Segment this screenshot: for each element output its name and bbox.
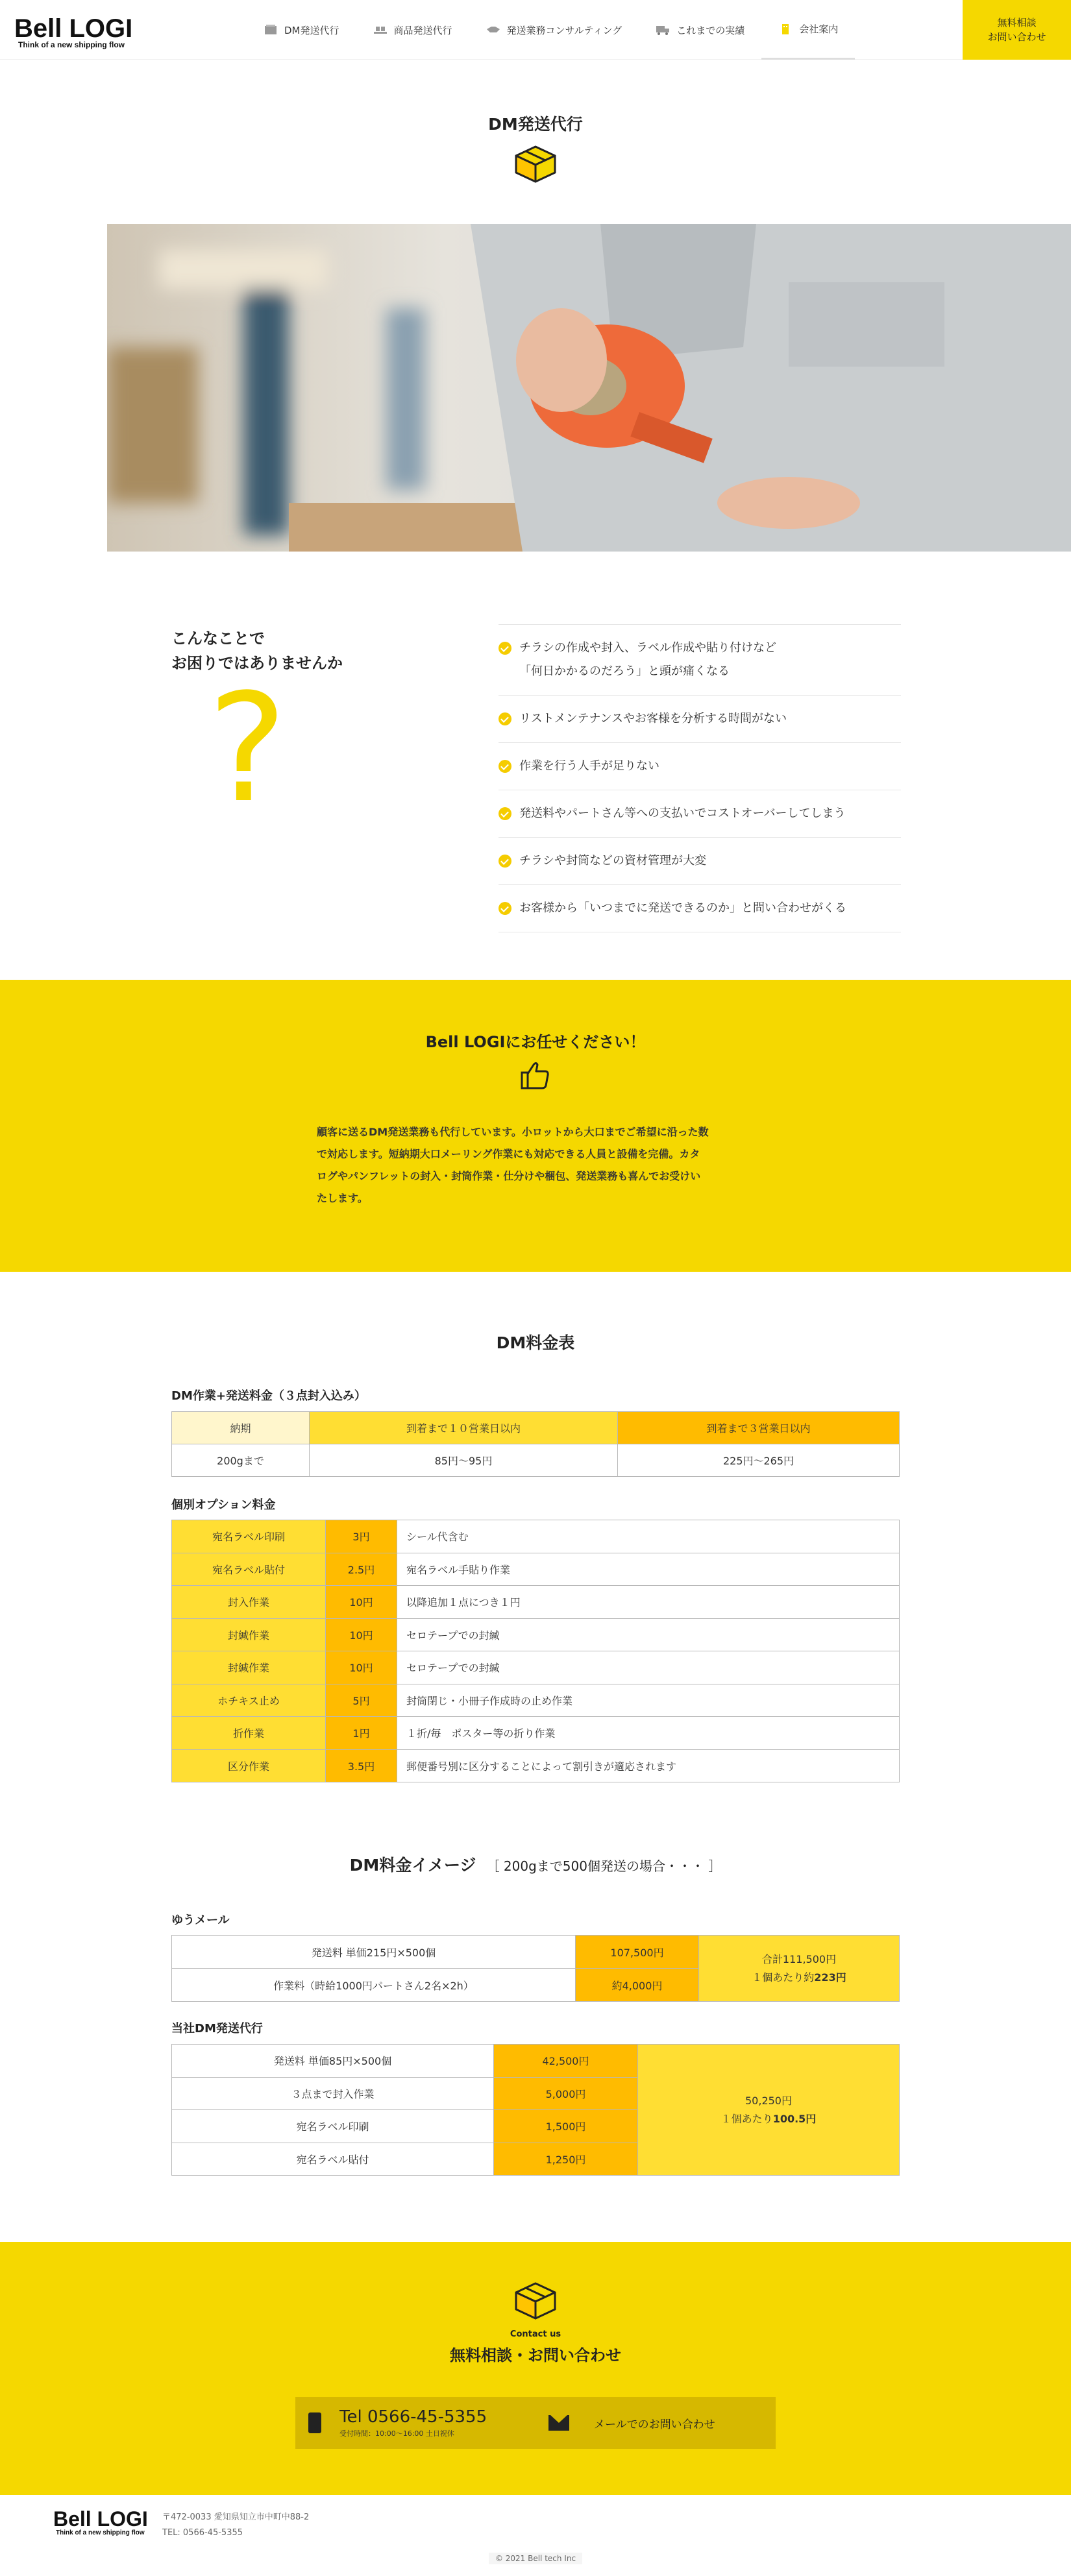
building-icon — [778, 23, 793, 35]
image-title-sub: ［ 200gまで500個発送の場合・・・ ］ — [486, 1858, 722, 1874]
check-icon — [499, 712, 511, 725]
nav-label: 商品発送代行 — [393, 24, 452, 36]
option-name: 宛名ラベル貼付 — [172, 1553, 326, 1586]
contact-title: 無料相談・お問い合わせ — [450, 2346, 621, 2364]
table-cell: 1,500円 — [494, 2110, 638, 2143]
option-price: 10円 — [326, 1651, 397, 1684]
nav-consulting[interactable] — [469, 0, 639, 60]
nav-label: 発送業務コンサルティング — [506, 24, 622, 36]
image-section-title — [0, 1853, 1071, 1876]
entrust-title: Bell LOGIにお任せください！ — [425, 1033, 646, 1051]
footer-logo-text: Bell LOGI — [53, 2507, 148, 2531]
body-line: で対応します。短納期大口メーリング作業にも対応できる人員と設備を完備。カタ — [317, 1148, 700, 1160]
list-item — [499, 625, 901, 696]
tel-number: Tel 0566-45-5355 — [339, 2407, 487, 2427]
ours-total-cell — [638, 2045, 900, 2176]
option-price: 10円 — [326, 1618, 397, 1651]
list-item — [499, 696, 901, 743]
worries-title-line2: お困りではありませんか — [171, 654, 343, 672]
logo-text: Bell LOGI — [14, 14, 133, 43]
table-cell: 宛名ラベル貼付 — [172, 2143, 494, 2176]
table-header: 到着まで１０営業日以内 — [310, 1412, 618, 1444]
list-item — [499, 790, 901, 838]
main-price-table — [171, 1411, 900, 1477]
ours-total-line1: 50,250円 — [745, 2094, 792, 2107]
table-cell: 42,500円 — [494, 2045, 638, 2078]
worries-title-line1: こんなことで — [171, 629, 265, 648]
footer-address — [162, 2510, 309, 2541]
phone-icon — [308, 2412, 321, 2433]
table-cell: 作業料（時給1000円パートさん2名×2h） — [172, 1969, 576, 2002]
table-cell: 107,500円 — [576, 1936, 699, 1969]
logo-tagline: Think of a new shipping flow — [18, 40, 125, 49]
yu-per-unit-value: 223円 — [814, 1971, 846, 1984]
table-cell: 85円〜95円 — [310, 1444, 618, 1477]
logo[interactable] — [14, 16, 132, 49]
tel-hours: 受付時間：10:00〜16:00 土日祝休 — [339, 2429, 454, 2438]
footer-logo-tagline: Think of a new shipping flow — [56, 2529, 145, 2536]
table-header: 到着まで３営業日以内 — [618, 1412, 900, 1444]
yu-total-line2 — [699, 1969, 899, 1987]
yu-caption: ゆうメール — [171, 1914, 230, 1927]
option-caption: 個別オプション料金 — [171, 1498, 276, 1512]
yu-total-line1: 合計111,500円 — [761, 1952, 837, 1965]
yu-per-unit-label: １個あたり約 — [752, 1971, 815, 1984]
worry-text: リストメンテナンスやお客様を分析する時間がない — [519, 712, 787, 725]
list-item — [499, 838, 901, 885]
ours-table — [171, 2044, 900, 2176]
option-note: １折/毎 ポスター等の折り作業 — [397, 1717, 900, 1750]
ours-total-line2 — [638, 2110, 899, 2128]
nav-label: DM発送代行 — [284, 24, 339, 36]
site-header — [0, 0, 1071, 60]
option-name: 封緘作業 — [172, 1651, 326, 1684]
nav-goods[interactable] — [356, 0, 469, 60]
ours-per-unit-label: １個あたり — [720, 2112, 773, 2125]
conveyor-icon — [373, 24, 388, 36]
check-icon — [499, 807, 511, 820]
question-mark: ? — [208, 662, 288, 836]
worry-text-2: 「何日かかるのだろう」と頭が痛くなる — [519, 664, 730, 678]
check-icon — [499, 855, 511, 868]
entrust-body — [317, 1121, 758, 1209]
ours-caption: 当社DM発送代行 — [171, 2022, 263, 2035]
truck-icon — [656, 24, 670, 36]
option-note: セロテープでの封緘 — [397, 1651, 900, 1684]
body-line: 顧客に送るDM発送業務も代行しています。小ロットから大口までご希望に沿った数 — [317, 1126, 709, 1138]
mail-stack-icon — [264, 24, 278, 36]
option-note: 郵便番号別に区分することによって割引きが適応されます — [397, 1749, 900, 1782]
nav-label: これまでの実績 — [676, 24, 745, 36]
main-nav — [247, 0, 855, 60]
option-price: 5円 — [326, 1684, 397, 1717]
nav-label: 会社案内 — [799, 23, 839, 35]
contact-small-label: Contact us — [510, 2329, 561, 2339]
option-name: 折作業 — [172, 1717, 326, 1750]
pricing-title: DM料金表 — [496, 1333, 575, 1352]
option-price: 3円 — [326, 1520, 397, 1553]
list-item — [499, 743, 901, 790]
thumbs-up-icon — [519, 1060, 550, 1091]
handshake-icon — [486, 24, 500, 36]
table-cell: 5,000円 — [494, 2077, 638, 2110]
option-note: セロテープでの封緘 — [397, 1618, 900, 1651]
copyright — [0, 2554, 1071, 2563]
body-line: たします。 — [317, 1192, 368, 1204]
worry-text: 作業を行う人手が足りない — [519, 759, 659, 773]
envelope-icon — [548, 2415, 569, 2431]
contact-cta-button[interactable] — [963, 0, 1071, 60]
table-cell: 225円〜265円 — [618, 1444, 900, 1477]
box-icon — [513, 2281, 558, 2321]
mail-label: メールでのお問い合わせ — [594, 2418, 715, 2431]
nav-dm[interactable] — [247, 0, 356, 60]
worry-text: チラシや封筒などの資材管理が大変 — [519, 854, 706, 868]
list-item — [499, 885, 901, 932]
option-name: ホチキス止め — [172, 1684, 326, 1717]
nav-results[interactable] — [639, 0, 761, 60]
option-note: 宛名ラベル手貼り作業 — [397, 1553, 900, 1586]
ours-per-unit-value: 100.5円 — [772, 2112, 817, 2125]
table-cell: ３点まで封入作業 — [172, 2077, 494, 2110]
check-icon — [499, 642, 511, 655]
nav-company[interactable] — [761, 0, 855, 60]
option-name: 区分作業 — [172, 1749, 326, 1782]
option-name: 封緘作業 — [172, 1618, 326, 1651]
body-line: ログやパンフレットの封入・封筒作業・仕分けや梱包、発送業務も喜んでお受けい — [317, 1170, 701, 1182]
table-cell: 発送料 単価85円×500個 — [172, 2045, 494, 2078]
option-price: 10円 — [326, 1586, 397, 1619]
table-cell: 宛名ラベル印刷 — [172, 2110, 494, 2143]
yu-total-cell — [699, 1936, 900, 2002]
page-title: DM発送代行 — [488, 115, 583, 134]
cta-line2: お問い合わせ — [987, 31, 1046, 43]
contact-section — [0, 2242, 1071, 2495]
worry-text: お客様から「いつまでに発送できるのか」と問い合わせがくる — [519, 901, 846, 915]
hero-photo — [107, 224, 1071, 552]
table-cell: 1,250円 — [494, 2143, 638, 2176]
worry-text: チラシの作成や封入、ラベル作成や貼り付けなど — [519, 641, 776, 655]
table-cell: 発送料 単価215円×500個 — [172, 1936, 576, 1969]
option-table — [171, 1520, 900, 1782]
option-name: 宛名ラベル印刷 — [172, 1520, 326, 1553]
cta-line1: 無料相談 — [997, 17, 1037, 29]
option-note: 以降追加１点につき１円 — [397, 1586, 900, 1619]
table-cell: 200gまで — [172, 1444, 310, 1477]
tel-link[interactable] — [295, 2397, 536, 2449]
table-cell: 約4,000円 — [576, 1969, 699, 2002]
tel-line: TEL: 0566-45-5355 — [162, 2528, 243, 2538]
footer-logo[interactable] — [53, 2509, 148, 2536]
worry-text: 発送料やパートさん等への支払いでコストオーバーしてしまう — [519, 807, 846, 820]
option-note: 封筒閉じ・小冊子作成時の止め作業 — [397, 1684, 900, 1717]
option-price: 1円 — [326, 1717, 397, 1750]
option-price: 3.5円 — [326, 1749, 397, 1782]
address-line: 〒472-0033 愛知県知立市中町中88-2 — [162, 2512, 310, 2522]
option-name: 封入作業 — [172, 1586, 326, 1619]
box-icon — [513, 144, 558, 184]
check-icon — [499, 760, 511, 773]
copyright-text: © 2021 Bell tech Inc — [489, 2553, 582, 2564]
worries-list — [499, 624, 901, 932]
table-header: 納期 — [172, 1412, 310, 1444]
mail-contact-button[interactable] — [536, 2397, 715, 2449]
option-price: 2.5円 — [326, 1553, 397, 1586]
main-price-caption: DM作業+発送料金（３点封入込み） — [171, 1389, 366, 1403]
option-note: シール代含む — [397, 1520, 900, 1553]
image-title-main: DM料金イメージ — [349, 1856, 476, 1875]
contact-box — [295, 2397, 776, 2449]
yu-table — [171, 1935, 900, 2002]
check-icon — [499, 902, 511, 915]
